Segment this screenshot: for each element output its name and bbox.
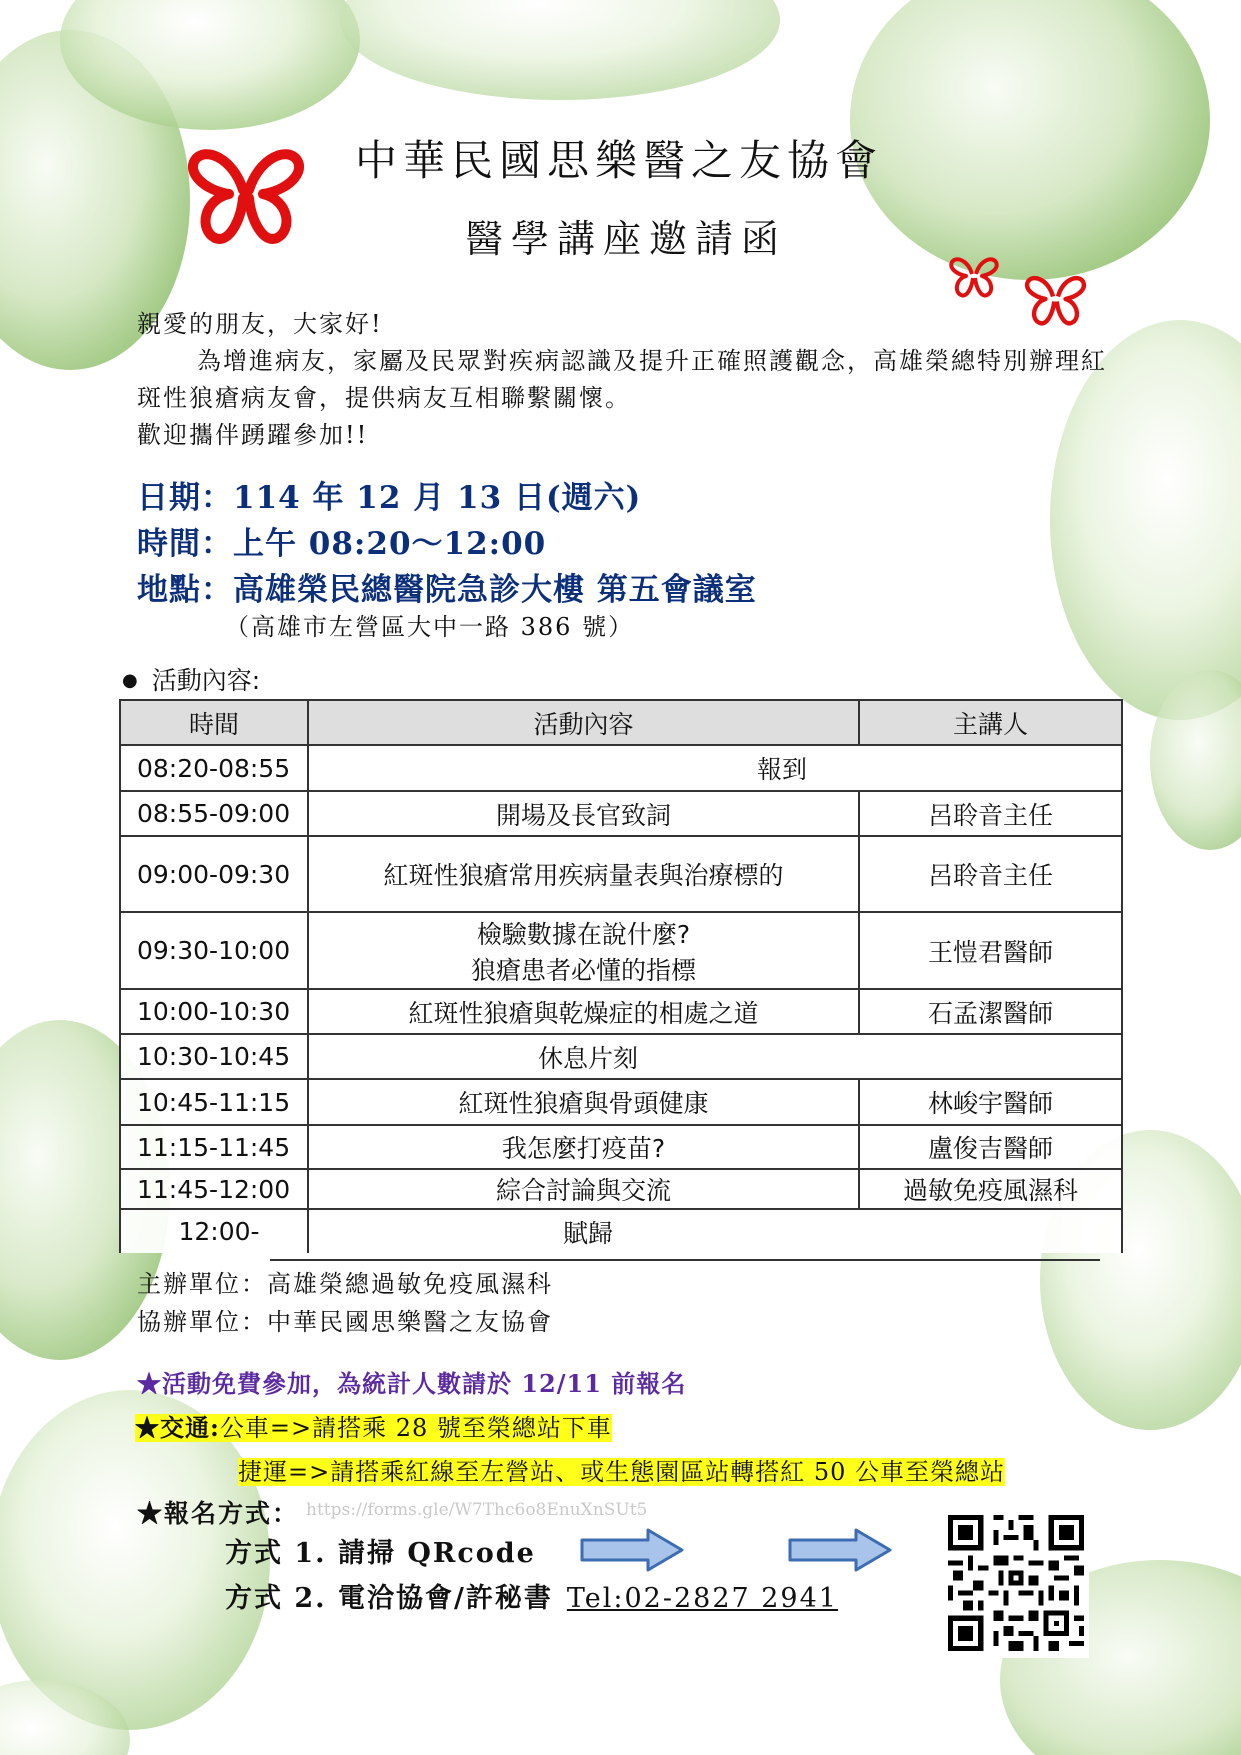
row-time: 11:45-12:00 xyxy=(120,1169,308,1209)
row-content: 開場及長官致詞 xyxy=(308,791,859,836)
row-content: 賦歸 xyxy=(308,1209,1122,1253)
row-time: 09:00-09:30 xyxy=(120,836,308,912)
row-time: 08:20-08:55 xyxy=(120,745,308,791)
event-time: 時間：上午 08:20～12:00 xyxy=(137,526,547,562)
traffic-bus-text: 公車=>請搭乘 28 號至榮總站下車 xyxy=(219,1414,612,1442)
arrow-right-icon xyxy=(788,1528,892,1572)
row-time: 10:45-11:15 xyxy=(120,1079,308,1125)
row-speaker: 呂聆音主任 xyxy=(859,791,1122,836)
page-title: 中華民國思樂醫之友協會 xyxy=(355,136,884,185)
table-row xyxy=(120,1169,1122,1209)
table-row xyxy=(120,1125,1122,1169)
event-info xyxy=(137,475,757,613)
row-speaker: 林峻宇醫師 xyxy=(859,1079,1122,1125)
traffic-mrt xyxy=(238,1452,1005,1487)
table-row xyxy=(120,836,1122,912)
row-content-line: 狼瘡患者必懂的指標 xyxy=(470,955,696,985)
row-time: 11:15-11:45 xyxy=(120,1125,308,1169)
register-method-1: 方式 1. 請掃 QRcode xyxy=(225,1538,536,1569)
free-entry-note: ★活動免費參加，為統計人數請於 12/11 前報名 xyxy=(137,1369,687,1398)
intro-body: 為增進病友，家屬及民眾對疾病認識及提升正確照護觀念，高雄榮總特別辦理紅斑性狼瘡病友會，提供病友互相聯繫關懷。 xyxy=(137,347,1107,412)
row-content: 紅斑性狼瘡常用疾病量表與治療標的 xyxy=(308,836,859,912)
bullet-icon: ● xyxy=(122,670,138,691)
butterfly-logo-icon xyxy=(185,138,307,250)
table-bottom-rule xyxy=(270,1259,1100,1261)
row-content: 報到 xyxy=(308,745,1122,791)
host-unit: 主辦單位：高雄榮總過敏免疫風濕科 xyxy=(137,1270,553,1298)
header-speaker: 主講人 xyxy=(859,700,1122,745)
table-row xyxy=(120,1079,1122,1125)
row-time: 09:30-10:00 xyxy=(120,912,308,989)
table-row xyxy=(120,912,1122,989)
traffic-bus xyxy=(135,1408,612,1443)
schedule-label-text: 活動內容: xyxy=(151,666,261,695)
schedule-section-label xyxy=(122,661,260,697)
register-label: ★報名方式： xyxy=(137,1499,300,1528)
table-row xyxy=(120,745,1122,791)
header-content: 活動內容 xyxy=(308,700,859,745)
row-content: 紅斑性狼瘡與骨頭健康 xyxy=(308,1079,859,1125)
table-row xyxy=(120,1034,1122,1079)
schedule-table xyxy=(119,699,1123,1253)
traffic-label: ★交通: xyxy=(135,1413,220,1442)
arrow-right-icon xyxy=(580,1528,684,1572)
traffic-mrt-text: 捷運=>請搭乘紅線至左營站、或生態園區站轉搭紅 50 公車至榮總站 xyxy=(238,1458,1006,1486)
event-date: 日期：114 年 12 月 13 日(週六) xyxy=(137,480,642,516)
row-content xyxy=(308,912,859,989)
row-content: 紅斑性狼瘡與乾燥症的相處之道 xyxy=(308,989,859,1034)
row-content: 綜合討論與交流 xyxy=(308,1169,859,1209)
intro-text xyxy=(137,306,1107,454)
row-time: 12:00- xyxy=(120,1209,308,1253)
table-header-row xyxy=(120,700,1122,745)
qrcode-icon xyxy=(943,1508,1089,1658)
register-method-2 xyxy=(225,1576,838,1615)
table-row xyxy=(120,989,1122,1034)
row-speaker: 盧俊吉醫師 xyxy=(859,1125,1122,1169)
welcome-text: 歡迎攜伴踴躍參加!! xyxy=(137,421,369,449)
row-speaker: 呂聆音主任 xyxy=(859,836,1122,912)
traffic-bus-highlight xyxy=(135,1414,612,1442)
co-host-unit: 協辦單位：中華民國思樂醫之友協會 xyxy=(137,1308,553,1336)
row-content: 我怎麼打疫苗? xyxy=(308,1125,859,1169)
row-time: 10:00-10:30 xyxy=(120,989,308,1034)
row-content: 休息片刻 xyxy=(308,1034,1122,1079)
organizers xyxy=(137,1265,553,1341)
greeting: 親愛的朋友，大家好! xyxy=(137,310,383,338)
event-place: 地點：高雄榮民總醫院急診大樓 第五會議室 xyxy=(137,572,757,608)
butterfly-small-icon xyxy=(948,252,1000,300)
row-speaker: 過敏免疫風濕科 xyxy=(859,1169,1122,1209)
row-time: 08:55-09:00 xyxy=(120,791,308,836)
table-row xyxy=(120,1209,1122,1253)
row-content-line: 檢驗數據在說什麼? xyxy=(476,919,691,949)
page-subtitle: 醫學講座邀請函 xyxy=(465,217,788,261)
event-address: （高雄市左營區大中一路 386 號） xyxy=(225,613,635,641)
table-row xyxy=(120,791,1122,836)
row-time: 10:30-10:45 xyxy=(120,1034,308,1079)
row-speaker: 王愷君醫師 xyxy=(859,912,1122,989)
phone-number: Tel:02-2827 2941 xyxy=(566,1583,838,1614)
row-speaker: 石孟潔醫師 xyxy=(859,989,1122,1034)
header-time: 時間 xyxy=(120,700,308,745)
register-url: https://forms.gle/W7Thc6o8EnuXnSUt5 xyxy=(306,1500,648,1520)
method-2-label: 方式 2. 電洽協會/許秘書 xyxy=(225,1583,553,1614)
